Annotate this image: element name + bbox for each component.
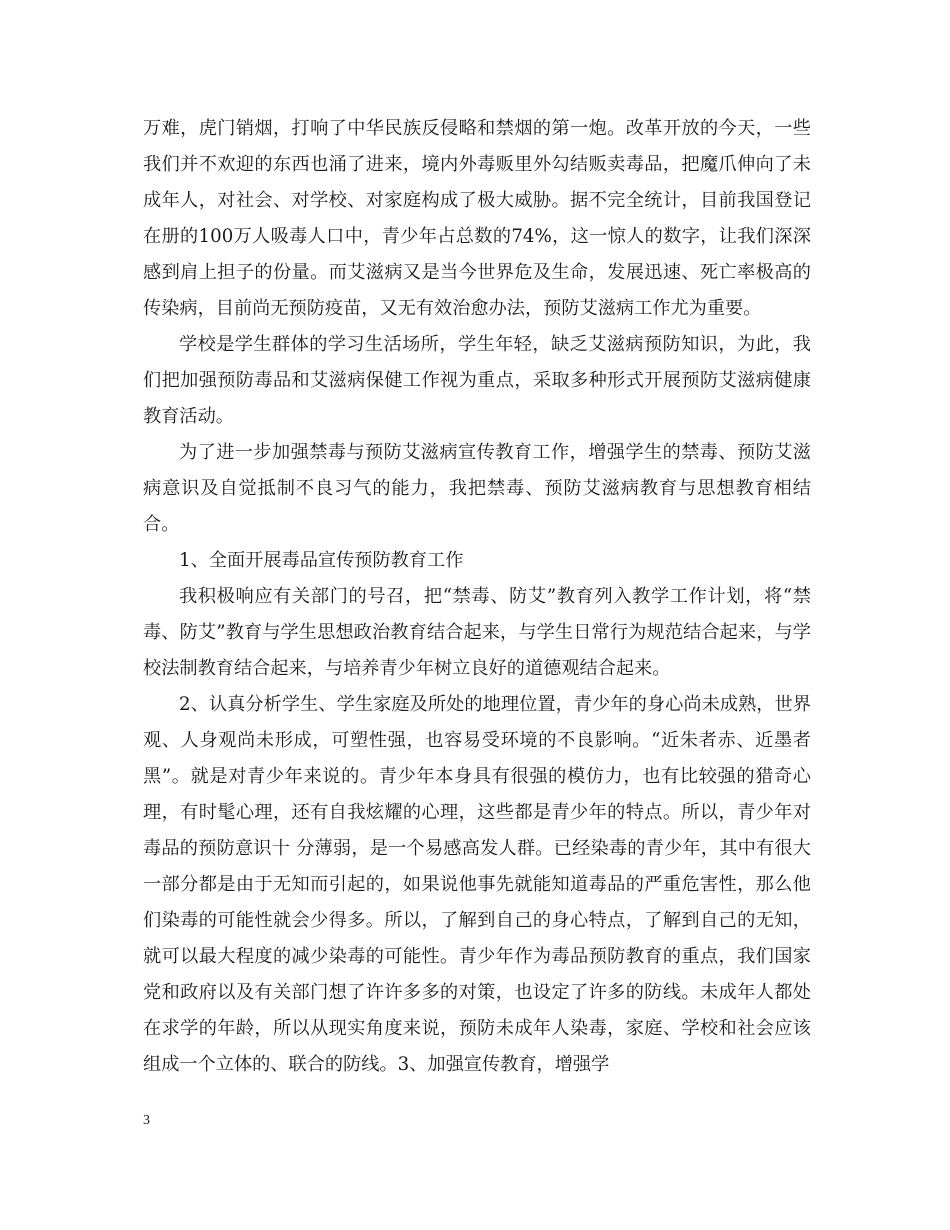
paragraph-3: 为了进一步加强禁毒与预防艾滋病宣传教育工作，增强学生的禁毒、预防艾滋病意识及自觉抵制不良习气的能力，我把禁毒、预防艾滋病教育与思想教育相结合。: [143, 442, 811, 535]
paragraph-1: 万难，虎门销烟，打响了中华民族反侵略和禁烟的第一炮。改革开放的今天，一些我们并不欢迎的东西也涌了进来，境内外毒贩里外勾结贩卖毒品，把魔爪伸向了未成年人，对社会、对学校、对家庭构成了极大威胁。据不完全统计，目前我国登记在册的100万人吸毒人口中，青少年占总数的74%，这一惊人的数字，让我们深深感到肩上担子的份量。而艾滋病又是当今世界危及生命，发展迅速、死亡率极高的传染病，目前尚无预防疫苗，又无有效治愈办法，预防艾滋病工作尤为重要。: [143, 118, 811, 319]
paragraph-2: 学校是学生群体的学习生活场所，学生年轻，缺乏艾滋病预防知识，为此，我们把加强预防毒品和艾滋病保健工作视为重点，采取多种形式开展预防艾滋病健康教育活动。: [143, 334, 811, 427]
paragraph-4: 我积极响应有关部门的号召，把“禁毒、防艾”教育列入教学工作计划，将“禁毒、防艾”教育与学生思想政治教育结合起来，与学生日常行为规范结合起来，与学校法制教育结合起来，与培养青少年树立良好的道德观结合起来。: [143, 586, 811, 679]
section-heading-1: 1、全面开展毒品宣传预防教育工作: [179, 550, 464, 571]
paragraph-5: 2、认真分析学生、学生家庭及所处的地理位置，青少年的身心尚未成熟，世界观、人身观尚未形成，可塑性强，也容易受环境的不良影响。“近朱者赤、近墨者黑”。就是对青少年来说的。青少年本身具有很强的模仿力，也有比较强的猎奇心理，有时髦心理，还有自我炫耀的心理，这些都是青少年的特点。所以，青少年对毒品的预防意识十 分薄弱，是一个易感高发人群。已经染毒的青少年，其中有很大一部分都是由于无知而引起的，如果说他事先就能知道毒品的严重危害性，那么他们染毒的可能性就会少得多。所以，了解到自己的身心特点，了解到自己的无知，就可以最大程度的减少染毒的可能性。青少年作为毒品预防教育的重点，我们国家党和政府以及有关部门想了许许多多的对策，也设定了许多的防线。未成年人都处在求学的年龄，所以从现实角度来说，预防未成年人染毒，家庭、学校和社会应该组成一个立体的、联合的防线。3、加强宣传教育，增强学: [143, 694, 811, 1075]
page-number: 3: [143, 1113, 150, 1128]
document-body: [143, 111, 811, 1083]
